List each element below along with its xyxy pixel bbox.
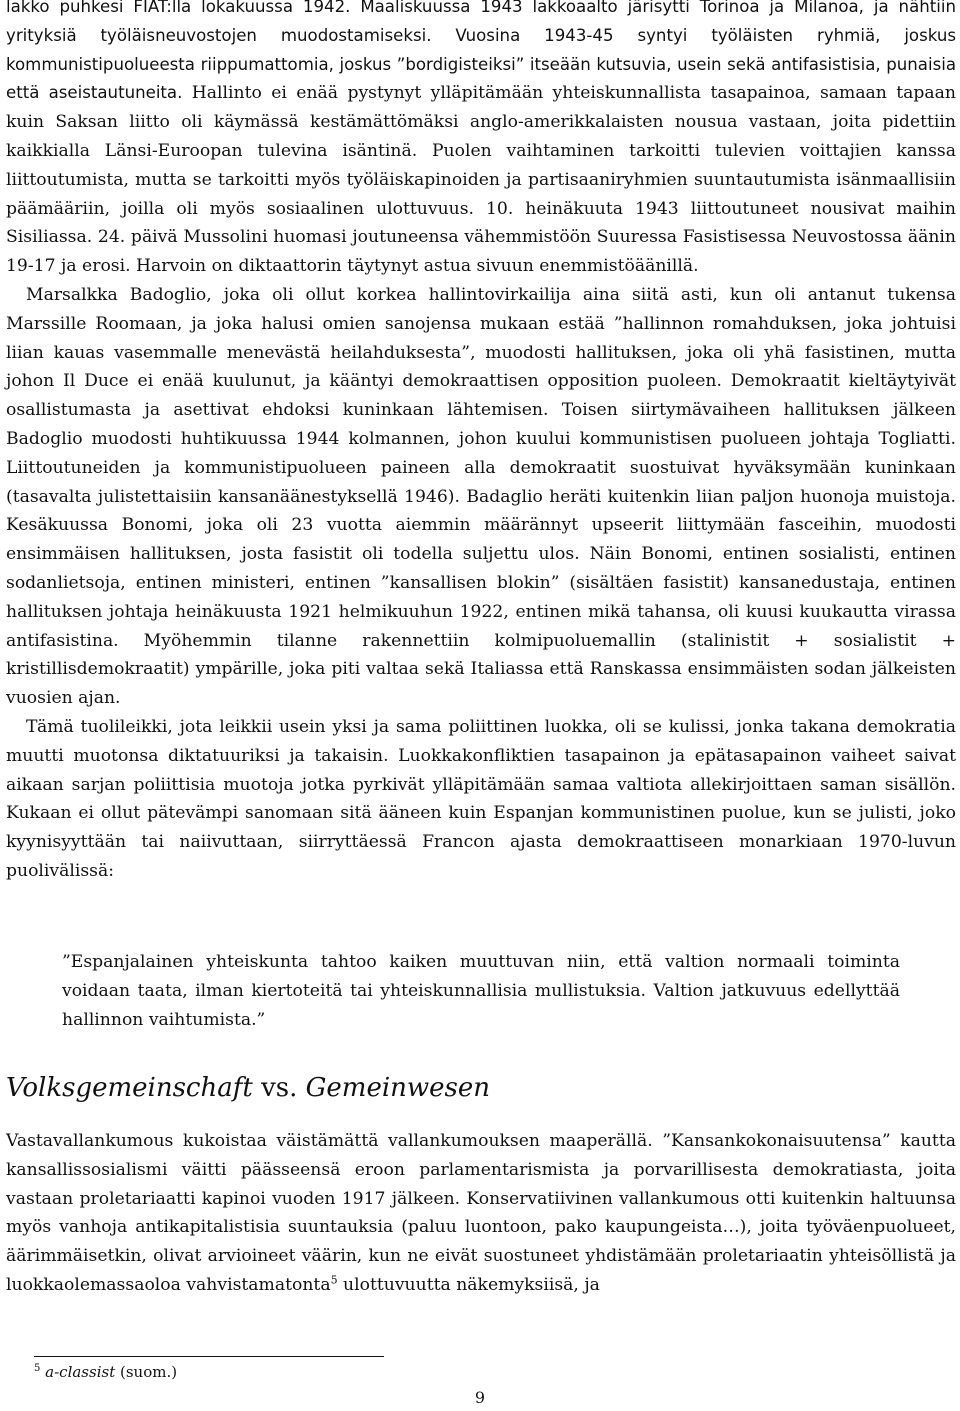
paragraph-text-continued: ulottuvuutta näkemyksiisä, ja [337, 1274, 600, 1295]
heading-term-gemeinwesen: Gemeinwesen [305, 1073, 491, 1103]
heading-vs: vs. [252, 1073, 306, 1103]
footnote-term: a-classist [45, 1363, 116, 1381]
paragraph-badoglio: Marsalkka Badoglio, joka oli ollut korkea hallintovirkailija aina siitä asti, kun oli antanut tukensa Marssille Roomaan, ja joka halusi omien sanojensa mukaan estää ”hallinnon romahduksen, joka johtuisi liian kauas vasemmalle menevästä heilahduksesta”, muodosti hallituksen, joka oli yhä fasistinen, mutta johon Il Duce ei enää kuulunut, ja kääntyi demokraattisen opposition puoleen. Demokraatit kieltäytyivät osallistumasta ja asettivat ehdoksi kuninkaan lähtemisen. Toisen siirtymävaiheen hallituksen jälkeen Badoglio muodosti huhtikuussa 1944 kolmannen, johon kuului kommunistisen puolueen johtaja Togliatti. Liittoutuneiden ja kommunistipuolueen paineen alla demokraatit suostuivat hyväksymään kuninkaan (tasavalta julistettaisiin kansanäänestyksellä 1946). Badaglio heräti kuitenkin liian paljon huonoja muistoja. Kesäkuussa Bonomi, joka oli 23 vuotta aiemmin määrännyt upseerit liittymään fasceihin, muodosti ensimmäisen hallituksen, josta fasistit oli todella suljettu ulos. Näin Bonomi, entinen sosialisti, entinen sodanlietsoja, entinen ministeri, entinen ”kansallisen blokin” (sisältäen fasistit) kansanedustaja, entinen hallituksen johtaja heinäkuusta 1921 helmikuuhun 1922, entinen mikä tahansa, oli kuusi kuukautta virassa antifasistina. Myöhemmin tilanne rakennettiin kolmipuoluemallin (stalinistit + sosialistit + kristillisdemokraatit) ympärille, joka piti valtaa sekä Italiassa että Ranskassa ensimmäisten sodan jälkeisten vuosien ajan. [6, 284, 956, 709]
footnote-divider [34, 1356, 384, 1357]
body-text-upper [6, 0, 956, 886]
section-heading [6, 1068, 490, 1108]
body-text-lower [6, 1127, 956, 1300]
footnote-note: (suom.) [115, 1363, 178, 1381]
paragraph-continuation: Hallinto ei enää pystynyt ylläpitämään yhteiskunnallista tasapainoa, samaan tapaan kuin Saksan liitto oli käymässä kestämättömäksi anglo-amerikkalaisten nousua vastaan, joita pidettiin kaikkialla Länsi-Euroopan tulevina isäntinä. Puolen vaihtaminen tarkoitti tulevien voittajien kanssa liittoutumista, mutta se tarkoitti myös työläiskapinoiden ja partisaaniryhmien suuntautumista isänmaallisiin päämääriin, joilla oli myös sosiaalinen ulottuvuus. 10. heinäkuuta 1943 liittoutuneet nousivat maihin Sisiliassa. 24. päivä Mussolini huomasi joutuneensa vähemmistöön Suuressa Fasistisessa Neuvostossa äänin 19-17 ja erosi. Harvoin on diktaattorin täytynyt astua sivuun enemmistöäänillä. [6, 83, 956, 277]
footnote-reference[interactable]: 5 [330, 1273, 338, 1287]
paragraph-chair-game: Tämä tuolileikki, jota leikkii usein yksi ja sama poliittinen luokka, oli se kulissi, jonka takana demokratia muutti muotonsa diktatuuriksi ja takaisin. Luokkakonfliktien tasapainon ja epätasapainon vaiheet saivat aikaan sarjan poliittisia muotoja jotka pyrkivät ylläpitämään samaa valtiota allekirjoittaen saman sisällön. Kukaan ei ollut pätevämpi sanomaan sitä ääneen kuin Espanjan kommunistinen puolue, kun se julisti, joko kyynisyyttään tai naiivuttaan, siirryttäessä Francon ajasta demokraattiseen monarkiaan 1970-luvun puolivälissä: [6, 716, 956, 881]
block-quote: ”Espanjalainen yhteiskunta tahtoo kaiken muuttuvan niin, että valtion normaali toiminta voidaan taata, ilman kiertoteitä tai yhteiskunnallisia mullistuksia. Valtion jatkuvuus edellyttää hallinnon vaihtumista.” [62, 952, 900, 1030]
paragraph-fiat-strikes [6, 0, 956, 281]
paragraph-lead-sans: lakko puhkesi FIAT:lla lokakuussa 1942. Maaliskuussa 1943 lakkoaalto järisytti Torinoa ja Milanoa, ja nähtiin yrityksiä työläisneuvostojen muodostamiseksi. Vuosina 1943-45 syntyi työläisten ryhmiä, joskus kommunistipuolueesta riippumattomia, joskus ”bordigisteiksi” itseään kutsuvia, usein sekä antifasistisia, punaisia että aseistautuneita. [6, 0, 956, 103]
footnote [34, 1361, 177, 1383]
paragraph-text: Vastavallankumous kukoistaa väistämättä vallankumouksen maaperällä. ”Kansankokonaisuutensa” kautta kansallissosialismi väitti päässeensä eroon parlamentarismista ja porvarillisesta demokratiasta, joita vastaan proletariaatti kapinoi vuoden 1917 jälkeen. Konservatiivinen vallankumous otti kuitenkin haltuunsa myös vanhoja antikapitalistisia suuntauksia (paluu luontoon, pako kaupungeista…), joita työväenpuolueet, äärimmäisetkin, olivat arvioineet väärin, kun ne eivät suostuneet yhdistämään proletariaatin yhteisöllistä ja luokkaolemassaoloa vahvistamatonta [6, 1131, 956, 1295]
footnote-marker: 5 [34, 1363, 41, 1374]
page-number: 9 [474, 1388, 486, 1407]
heading-term-volksgemeinschaft: Volksgemeinschaft [6, 1073, 253, 1103]
paragraph-counterrevolution [6, 1127, 956, 1300]
